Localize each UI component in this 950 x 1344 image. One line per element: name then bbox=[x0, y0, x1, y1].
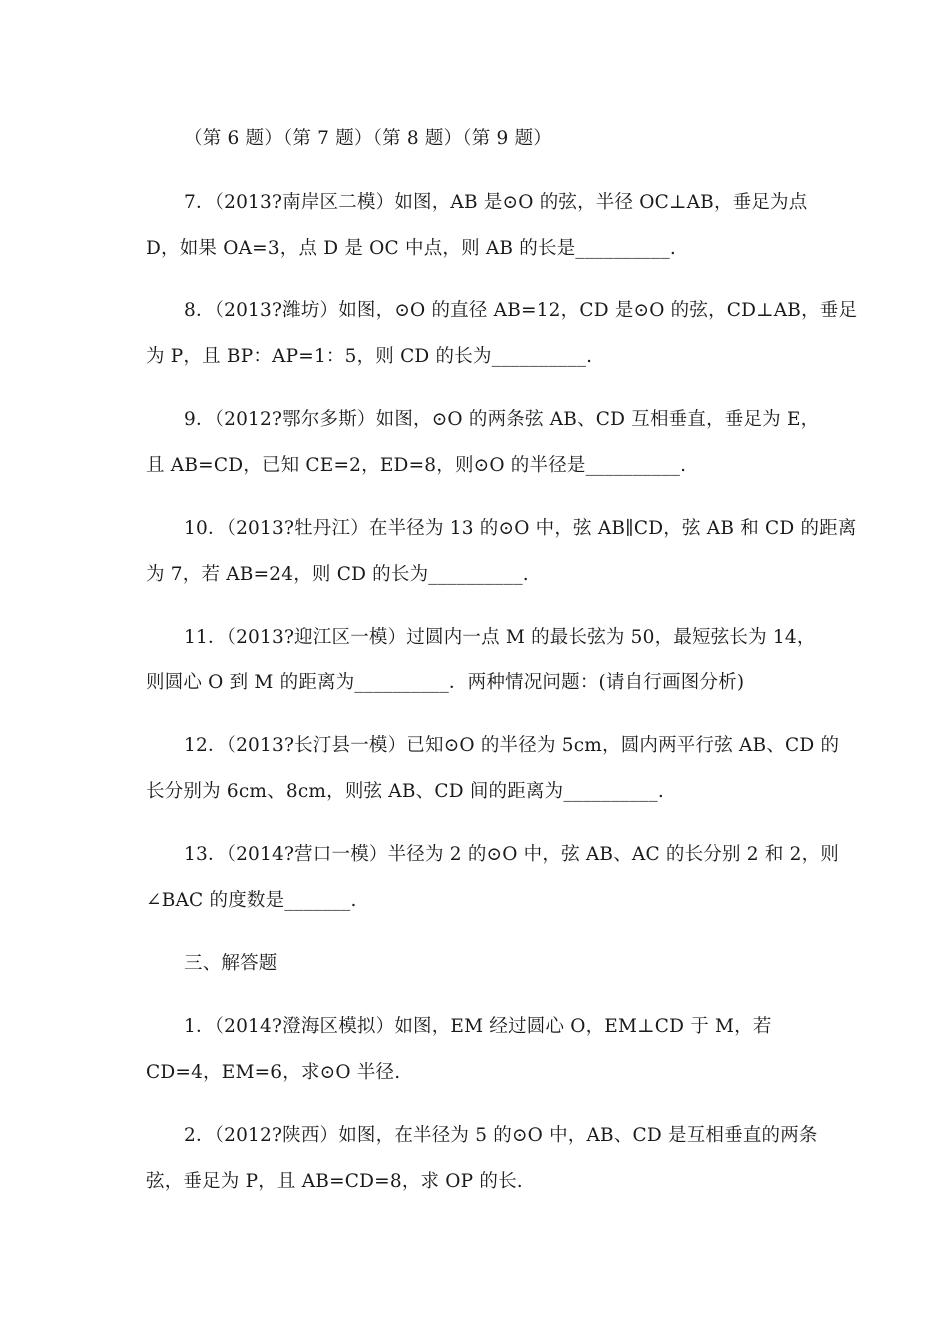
problem-9-line-2: 且 AB=CD，已知 CE=2，ED=8，则⊙O 的半径是__________. bbox=[146, 455, 687, 476]
problem-8-line-2: 为 P，且 BP：AP=1：5，则 CD 的长为__________. bbox=[146, 346, 593, 367]
problem-13-line-1: 13．（2014?营口一模）半径为 2 的⊙O 中，弦 AB、AC 的长分别 2 和 2，则 bbox=[184, 844, 839, 865]
problem-12-line-1: 12．（2013?长汀县一模）已知⊙O 的半径为 5cm，圆内两平行弦 AB、CD 的 bbox=[184, 735, 840, 756]
answer-1-line-2: CD=4，EM=6，求⊙O 半径. bbox=[146, 1062, 401, 1083]
problem-10-line-2: 为 7，若 AB=24，则 CD 的长为__________. bbox=[146, 564, 529, 585]
problem-11-line-1: 11．（2013?迎江区一模）过圆内一点 M 的最长弦为 50，最短弦长为 14， bbox=[184, 627, 816, 648]
problem-7-line-2: D，如果 OA=3，点 D 是 OC 中点，则 AB 的长是__________. bbox=[146, 238, 676, 259]
answer-1-line-1: 1．（2014?澄海区模拟）如图，EM 经过圆心 O，EM⊥CD 于 M，若 bbox=[184, 1016, 772, 1037]
section-title: 三、解答题 bbox=[184, 953, 278, 974]
figure-captions: （第 6 题）（第 7 题）（第 8 题）（第 9 题） bbox=[184, 128, 552, 149]
answer-2-line-1: 2．（2012?陕西）如图，在半径为 5 的⊙O 中，AB、CD 是互相垂直的两条 bbox=[184, 1125, 818, 1146]
problem-7-line-1: 7．（2013?南岸区二模）如图，AB 是⊙O 的弦，半径 OC⊥AB，垂足为点 bbox=[184, 192, 808, 213]
problem-9-line-1: 9．（2012?鄂尔多斯）如图，⊙O 的两条弦 AB、CD 互相垂直，垂足为 E， bbox=[184, 409, 820, 430]
problem-13-line-2: ∠BAC 的度数是_______. bbox=[146, 890, 357, 911]
problem-10-line-1: 10．（2013?牡丹江）在半径为 13 的⊙O 中，弦 AB∥CD，弦 AB 和 CD 的距离 bbox=[184, 518, 857, 539]
problem-12-line-2: 长分别为 6cm、8cm，则弦 AB、CD 间的距离为__________. bbox=[146, 781, 664, 802]
problem-8-line-1: 8．（2013?潍坊）如图，⊙O 的直径 AB=12，CD 是⊙O 的弦，CD⊥AB，垂足 bbox=[184, 300, 858, 321]
answer-2-line-2: 弦，垂足为 P，且 AB=CD=8，求 OP 的长. bbox=[146, 1171, 523, 1192]
problem-11-line-2: 则圆心 O 到 M 的距离为__________．两种情况问题：(请自行画图分析) bbox=[146, 672, 745, 693]
